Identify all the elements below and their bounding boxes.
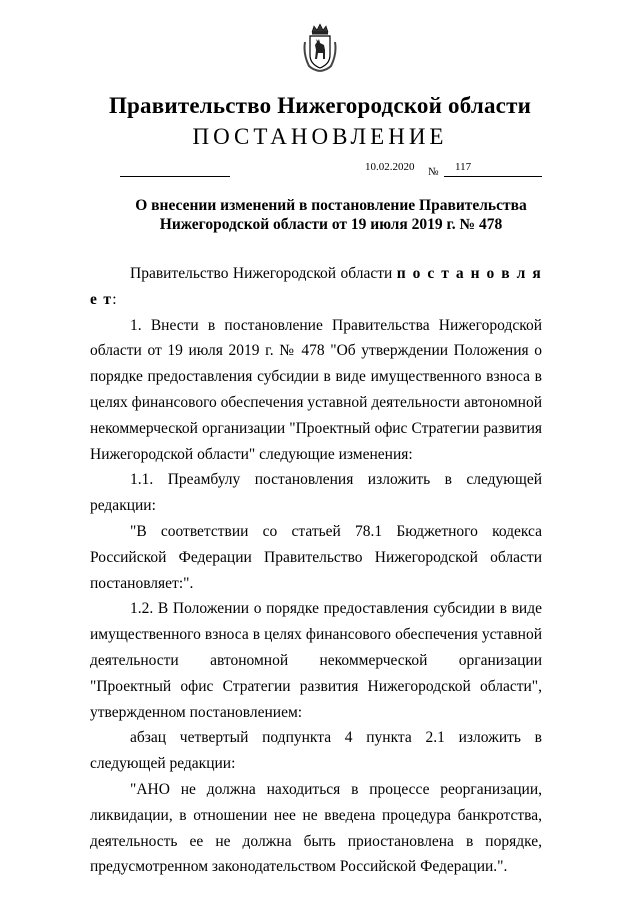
intro-paragraph [90, 261, 542, 313]
paragraph-1-1: 1.1. Преамбулу постановления изложить в следующей редакции: [90, 471, 542, 515]
paragraph-1-2: 1.2. В Положении о порядке предоставления субсидии в виде имущественного взноса в целях финансового обеспечения уставной деятельности автономной некоммерческой организации "Проектный офис Стратегии развития Нижегородской области", утвержденном постановлением: [90, 600, 542, 721]
document-subject [120, 196, 542, 234]
subject-line-2: Нижегородской области от 19 июля 2019 г. № 478 [159, 216, 503, 233]
government-name: Правительство Нижегородской области [108, 93, 532, 118]
document-date: 10.02.2020 [365, 161, 415, 173]
intro-suffix: : [112, 290, 117, 308]
number-underline [444, 176, 542, 177]
document-number: 117 [455, 161, 472, 173]
document-type: ПОСТАНОВЛЕНИЕ [192, 124, 448, 149]
paragraph-1-1-quote: "В соответствии со статьей 78.1 Бюджетного кодекса Российской Федерации Правительство Нижегородской области постановляет:". [90, 522, 542, 592]
paragraph-abzac: абзац четвертый подпункта 4 пункта 2.1 изложить в следующей редакции: [90, 729, 542, 773]
document-body [90, 261, 542, 880]
paragraph-1: 1. Внести в постановление Правительства Нижегородской области от 19 июля 2019 г. № 478 "Об утверждении Положения о порядке предоставления субсидии в виде имущественного взноса в целях финансового обеспечения уставной деятельности автономной некоммерческой организации "Проектный офис Стратегии развития Нижегородской области" следующие изменения: [90, 316, 542, 463]
paragraph-quote-2: "АНО не должна находиться в процессе реорганизации, ликвидации, в отношении нее не введена процедура банкротства, деятельность ее не должна быть приостановлена в порядке, предусмотренном законодательством Российской Федерации.". [90, 780, 542, 876]
coat-of-arms-icon [303, 22, 337, 72]
date-underline [120, 176, 230, 177]
number-sign: № [428, 166, 439, 178]
intro-prefix: Правительство Нижегородской области [130, 265, 393, 282]
intro-decree-word: п о с т а н о в л я е т [90, 265, 543, 308]
subject-line-1: О внесении изменений в постановление Правительства [135, 197, 527, 214]
